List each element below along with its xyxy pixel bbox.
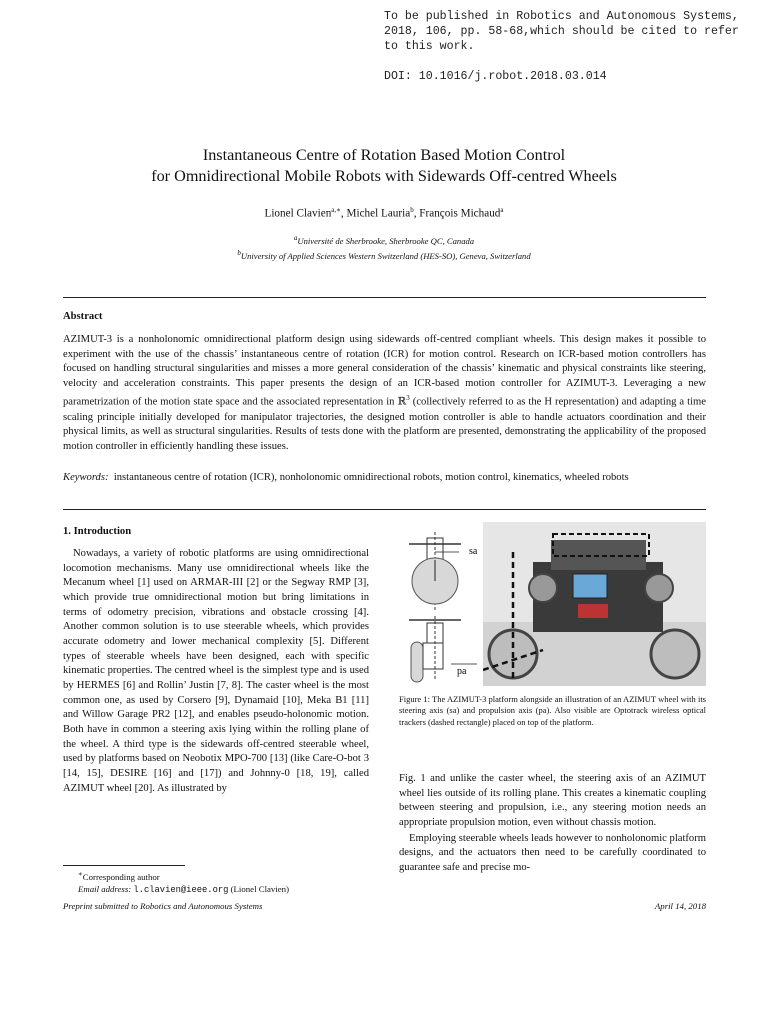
label-sa: sa <box>469 546 478 557</box>
footnote-corresponding <box>78 868 378 883</box>
azimut-3-robot-photo <box>483 522 706 686</box>
affiliation-b-mark: b <box>237 248 241 257</box>
wheel-side-view <box>411 642 423 682</box>
azimut-wheel-diagram <box>399 530 481 688</box>
author-3-affil: a <box>500 206 504 214</box>
abstract-body <box>63 333 706 454</box>
title-line-2: for Omnidirectional Mobile Robots with Sidewards Off-centred Wheels <box>151 167 617 185</box>
footnote-email <box>78 883 378 896</box>
robot-screen <box>573 574 607 598</box>
footnote <box>78 868 378 896</box>
robot-red-part <box>578 604 608 618</box>
author-1-affil: a,∗ <box>331 206 341 214</box>
label-pa: pa <box>457 666 467 677</box>
author-2: Michel Lauria <box>346 207 411 220</box>
footnote-corresponding-text: Corresponding author <box>82 871 160 882</box>
keywords-text: instantaneous centre of rotation (ICR), nonholonomic omnidirectional robots, motion control, kinematics, wheeled robots <box>113 472 629 483</box>
affiliation-a-mark: a <box>293 234 298 242</box>
affiliation-b-text: University of Applied Sciences Western Switzerland (HES-SO), Geneva, Switzerland <box>240 250 531 261</box>
affiliation-b <box>60 247 708 262</box>
keywords <box>63 471 706 486</box>
intro-left-column: Nowadays, a variety of robotic platforms are using omnidirectional locomotion mechanisms. Many use omnidirectional wheels like the Mecanum wheel [1] used on ARMAR-III [2] or the Segway RMP [3], which provide true omnidirectional motion but bring limitations in terms of odometry precision, vibrations and obstacle crossing [4]. Another common solution is to use steerable wheels, which provides accurate odometry and lower mechanical complexity [5]. Different types of steerable wheels have been designed, each with specific kinematic properties. The centred wheel is the simplest type and is used by HERMES [6] and Rollin’ Justin [7, 8]. The caster wheel is the most common one, as used by Corsero [9], Dynamaid [10], Meka B1 [11] and Willow Garage PR2 [12], and enables pseudo-holonomic motion. Both have in common a steering axis lying within the rolling plane of the wheel. A third type is the sidewards off-centred steerable wheel, used by platforms based on Neobotix MPO-700 [13] (like Care-O-bot 3 [14, 15], DESIRE [16] and [17]) and Johnny-0 [18, 19], called AZIMUT wheel [20]. As illustrated by <box>63 548 369 794</box>
intro-right-paragraph-1: Fig. 1 and unlike the caster wheel, the steering axis of an AZIMUT wheel lies outside of its rolling plane. This creates a kinematic coupling between steering and propulsion, i.e., any steering motion needs an appropriate propulsion motion, even without chassis motion. <box>399 773 706 828</box>
affiliation-a <box>60 232 708 247</box>
abstract-top-rule <box>63 297 706 298</box>
publication-notice-text: To be published in Robotics and Autonomous Systems, 2018, 106, pp. 58-68,which should be cited to refer to this work. <box>384 10 746 53</box>
robot-wheel-rear-left <box>529 574 557 602</box>
abstract-text-2: (collectively referred to as the H representation) and adapting a time scaling principle initially developed for manipulator trajectories, the designed motion controller is able to handle actuators coordination and their physical limits, as well as structural singularities. Results of tests done with the platform are presented, demonstrating the applicability of the proposed motion controller in efficiently handling these issues. <box>63 396 706 452</box>
footnote-rule <box>63 865 185 866</box>
author-3: François Michaud <box>419 207 501 220</box>
abstract-heading: Abstract <box>63 311 103 322</box>
author-1: Lionel Clavien <box>264 207 332 220</box>
robot-wheel-front-right <box>651 630 699 678</box>
paper-title <box>60 145 708 187</box>
publication-notice <box>384 9 754 84</box>
abstract-bottom-rule <box>63 509 706 510</box>
section-heading-introduction: 1. Introduction <box>63 526 132 537</box>
abstract-superscript: 3 <box>406 394 410 403</box>
keywords-label: Keywords: <box>63 472 109 483</box>
wheel-bracket <box>423 643 443 669</box>
figure-1-caption: Figure 1: The AZIMUT-3 platform alongside an illustration of an AZIMUT wheel with its steering axis (sa) and propulsion axis (pa). Also visible are Optotrack wireless optical trackers (dashed rectangle) placed on top of the platform. <box>399 694 706 727</box>
author-2-affil: b <box>410 206 414 214</box>
footer-journal: Preprint submitted to Robotics and Autonomous Systems <box>63 901 263 911</box>
robot-wheel-rear-right <box>645 574 673 602</box>
title-line-1: Instantaneous Centre of Rotation Based Motion Control <box>202 146 566 164</box>
doi-text: DOI: 10.1016/j.robot.2018.03.014 <box>384 70 607 83</box>
author-list: Lionel Clavien$^{a,∗}$, Michel Lauria$^b$, François Michaud$^a$ <box>264 206 504 220</box>
footer-date: April 14, 2018 <box>654 901 706 911</box>
footnote-email-address[interactable]: l.clavien@ieee.org <box>133 884 229 895</box>
affiliation-a-text: Université de Sherbrooke, Sherbrooke QC, Canada <box>297 235 475 246</box>
footnote-email-owner: (Lionel Clavien) <box>230 883 290 894</box>
footnote-mark: ∗ <box>78 870 83 878</box>
intro-right-paragraph-2: Employing steerable wheels leads however to nonholonomic platform designs, and the actuators then need to be carefully coordinated to guarantee safe and precise mo- <box>399 832 706 873</box>
intro-right-column <box>399 772 706 876</box>
abstract-text-1: AZIMUT-3 is a nonholonomic omnidirectional platform design using sidewards off-centred compliant wheels. This design makes it possible to experiment with the use of the chassis’ instantaneous centre of rotation (ICR) for motion control. Research on ICR-based motion controllers has focused on handling structural singularities and misses a more general consideration of the chassis’ kinematic and physical constraints like steering, velocity and acceleration constraints. This paper presents the design of an ICR-based motion controller for AZIMUT-3. Leveraging a new parametrization of the motion state space and the associated representation in ℝ <box>63 334 706 408</box>
footnote-email-label: Email address: <box>78 883 132 894</box>
affiliations <box>60 232 708 262</box>
